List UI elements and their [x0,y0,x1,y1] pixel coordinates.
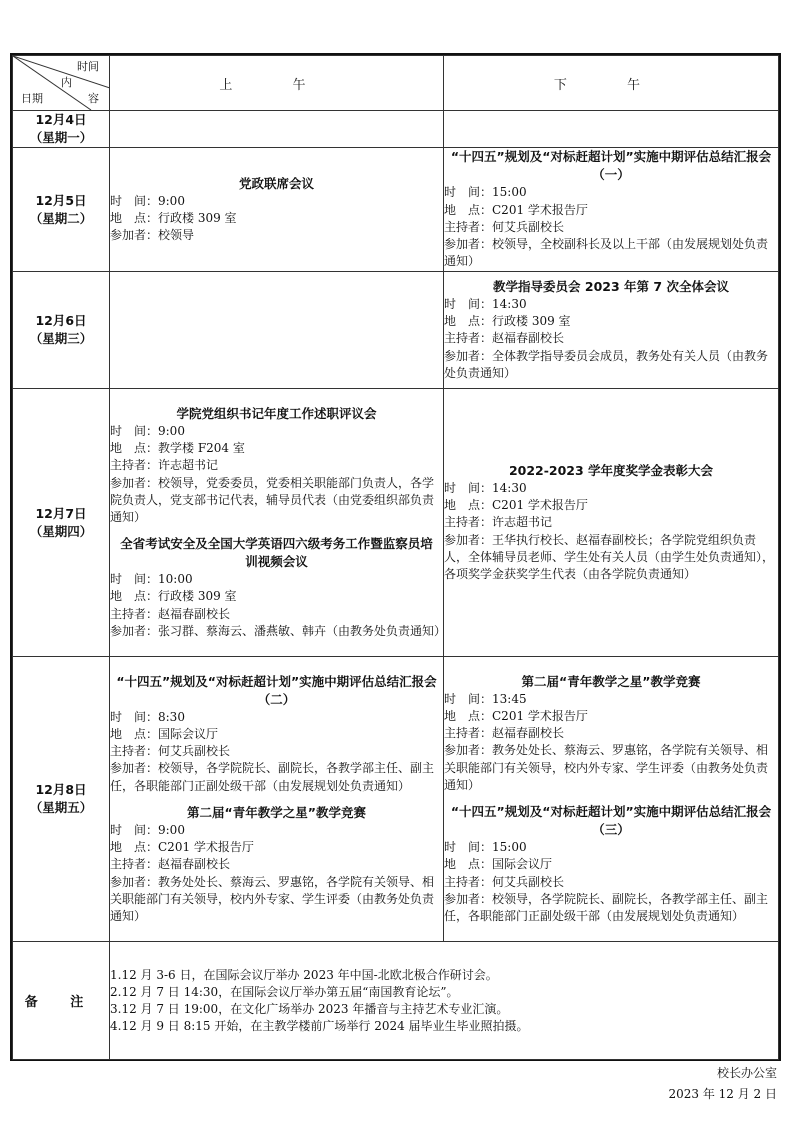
event-detail-line: 时 间：15:00 [444,840,527,855]
event-block [110,175,443,245]
event-detail-line: 参加者：校领导 [110,228,195,243]
remark-item: 2.12 月 7 日 14:30，在国际会议厅举办第五届“南国教育论坛”。 [110,984,459,999]
day-date-cell [13,272,110,389]
day-weekday: （星期四） [29,523,93,539]
footer-office: 校长办公室 [716,1066,777,1080]
afternoon-slot [444,111,779,148]
day-row [13,389,779,657]
event-detail-line: 主持者：许志超书记 [110,458,219,473]
event-block [444,148,778,270]
day-date-cell [13,148,110,272]
day-weekday: （星期二） [29,210,93,226]
event-title: “十四五”规划及“对标赶超计划”实施中期评估总结汇报会（一） [450,149,772,183]
day-date: 12月6日 [35,313,87,328]
event-detail-line: 主持者：何艾兵副校长 [110,744,231,759]
header-content-label-2: 容 [88,92,99,105]
event-detail-line: 地 点：国际会议厅 [444,857,553,872]
morning-slot [110,148,444,272]
event-block [444,462,778,583]
event-detail-line: 参加者：王华执行校长、赵福春副校长；各学院党组织负责人，全体辅导员老师、学生处有关人员（由学生处负责通知），各项奖学金获奖学生代表（由各学院负责通知） [444,532,775,581]
afternoon-slot [444,657,779,942]
day-weekday: （星期五） [29,800,93,815]
day-date: 12月7日 [35,505,87,521]
remarks-label: 备 注 [13,942,110,1060]
event-detail-line: 地 点：行政楼 309 室 [110,589,237,604]
event-detail-line: 参加者：教务处处长、蔡海云、罗惠铭，各学院有关领导、相关职能部门有关领导，校内外专家、学生评委（由教务处负责通知） [444,743,769,792]
remark-item: 1.12 月 3-6 日，在国际会议厅举办 2023 年中国-北欧北极合作研讨会。 [110,967,498,982]
morning-slot [110,657,444,942]
schedule-sheet [10,53,781,1061]
event-title: 2022-2023 学年度奖学金表彰大会 [508,462,714,478]
day-weekday: （星期一） [29,130,93,145]
day-date-cell [13,111,110,148]
schedule-table [12,55,779,1060]
event-detail-line: 参加者：全体教学指导委员会成员，教务处有关人员（由教务处负责通知） [444,348,769,380]
event-block [110,405,443,526]
day-date: 12月8日 [35,782,87,797]
day-row [13,148,779,272]
event-detail-line: 参加者：教务处处长、蔡海云、罗惠铭，各学院有关领导、相关职能部门有关领导，校内外专家、学生评委（由教务处负责通知） [110,874,435,923]
morning-slot [110,272,444,389]
header-row [13,56,779,111]
event-detail-line: 主持者：赵福春副校长 [110,606,231,621]
day-weekday: （星期三） [29,331,93,346]
event-detail-line: 参加者：校领导，全校副科长及以上干部（由发展规划处负责通知） [444,237,769,269]
afternoon-slot [444,148,779,272]
day-rows [13,111,779,942]
remark-item: 4.12 月 9 日 8:15 开始，在主教学楼前广场举行 2024 届毕业生毕业照拍摄。 [110,1018,529,1033]
afternoon-slot [444,389,779,657]
event-detail-line: 时 间：14:30 [444,480,527,495]
event-detail-line: 地 点：国际会议厅 [110,727,219,742]
event-detail-line: 主持者：赵福春副校长 [444,726,565,741]
event-title: 第二届“青年教学之星”教学竞赛 [187,804,366,820]
event-block [110,804,443,925]
event-detail-line: 地 点：C201 学术报告厅 [444,498,588,513]
footer-date: 2023 年 12 月 2 日 [668,1087,777,1101]
event-detail-line: 时 间：15:00 [444,185,527,200]
header-afternoon: 下 午 [444,56,779,111]
header-date-label: 日期 [21,92,43,105]
event-block [110,673,443,795]
event-detail-line: 主持者：赵福春副校长 [110,857,231,872]
header-time-label: 时间 [77,60,99,73]
event-detail-line: 时 间：9:00 [110,423,185,438]
header-morning: 上 午 [110,56,444,111]
event-title: 全省考试安全及全国大学英语四六级考务工作暨监察员培训视频会议 [120,536,433,570]
event-title: 党政联席会议 [238,175,314,191]
remarks-row [13,942,779,1060]
day-row [13,111,779,148]
event-detail-line: 主持者：何艾兵副校长 [444,874,565,889]
event-block [110,535,447,640]
event-detail-line: 时 间：8:30 [110,709,185,724]
event-title: 第二届“青年教学之星”教学竞赛 [521,673,701,689]
day-date-cell [13,657,110,942]
event-detail-line: 参加者：校领导，各学院院长、副院长，各教学部主任、副主任，各职能部门正副处级干部（由发展规划处负责通知） [444,891,769,923]
day-row [13,272,779,389]
remark-item: 3.12 月 7 日 19:00，在文化广场举办 2023 年播音与主持艺术专业汇演。 [110,1001,509,1016]
event-block [444,803,778,925]
event-detail-line: 主持者：赵福春副校长 [444,331,565,346]
event-detail-line: 时 间：9:00 [110,822,185,837]
event-detail-line: 地 点：C201 学术报告厅 [444,709,588,724]
event-title: 学院党组织书记年度工作述职评议会 [176,405,377,421]
event-detail-line: 时 间：14:30 [444,296,527,311]
day-row [13,657,779,942]
event-detail-line: 地 点：C201 学术报告厅 [444,202,588,217]
event-title: 教学指导委员会 2023 年第 7 次全体会议 [493,278,729,294]
event-detail-line: 时 间：13:45 [444,691,527,706]
event-detail-line: 时 间：10:00 [110,572,193,587]
event-detail-line: 时 间：9:00 [110,193,185,208]
event-detail-line: 主持者：许志超书记 [444,515,553,530]
event-detail-line: 参加者：校领导，各学院院长、副院长，各教学部主任、副主任，各职能部门正副处级干部（由发展规划处负责通知） [110,761,435,793]
event-title: “十四五”规划及“对标赶超计划”实施中期评估总结汇报会（三） [450,804,772,838]
event-block [444,278,778,382]
event-detail-line: 地 点：C201 学术报告厅 [110,840,254,855]
afternoon-slot [444,272,779,389]
day-date: 12月5日 [35,192,87,208]
morning-slot [110,389,447,657]
event-detail-line: 主持者：何艾兵副校长 [444,219,565,234]
event-block [444,673,778,794]
event-detail-line: 地 点：行政楼 309 室 [110,210,237,225]
event-detail-line: 地 点：行政楼 309 室 [444,314,571,329]
event-detail-line: 地 点：教学楼 F204 室 [110,441,245,456]
event-detail-line: 参加者：校领导，党委委员，党委相关职能部门负责人，各学院负责人，党支部书记代表，辅导员代表（由党委组织部负责通知） [110,475,435,524]
event-detail-line: 参加者：张习群、蔡海云、潘燕敏、韩卉（由教务处负责通知） [110,623,447,638]
morning-slot [110,111,444,148]
day-date: 12月4日 [35,112,87,127]
header-content-label-1: 内 [61,76,72,89]
remarks-list [110,942,779,1060]
event-title: “十四五”规划及“对标赶超计划”实施中期评估总结汇报会（二） [116,673,437,707]
header-diagonal-cell [13,56,110,111]
day-date-cell [13,389,110,657]
